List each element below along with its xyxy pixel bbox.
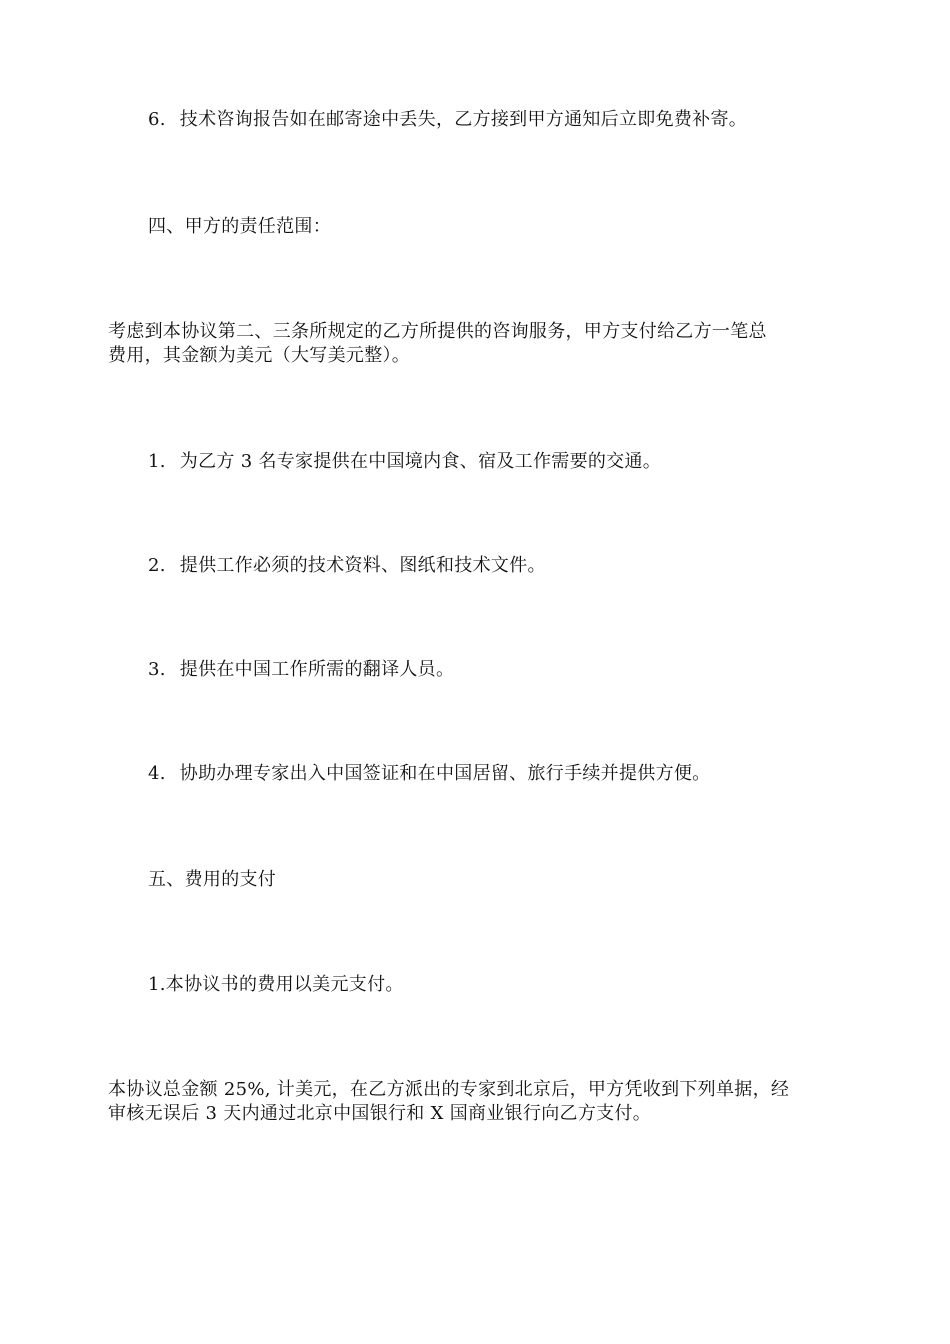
payment-item-1: 1.本协议书的费用以美元支付。 — [148, 974, 404, 995]
list-text: 提供工作必须的技术资料、图纸和技术文件。 — [179, 555, 546, 576]
paragraph-line: 本协议总金额 25%, 计美元，在乙方派出的专家到北京后，甲方凭收到下列单据，经 — [108, 1079, 790, 1100]
list-text: 协助办理专家出入中国签证和在中国居留、旅行手续并提供方便。 — [179, 763, 711, 784]
paragraph-line: 考虑到本协议第二、三条所规定的乙方所提供的咨询服务，甲方支付给乙方一笔总 — [108, 321, 767, 342]
list-text: 提供在中国工作所需的翻译人员。 — [179, 659, 455, 680]
section-heading-4: 四、甲方的责任范围： — [148, 216, 331, 237]
list-number: 2. — [148, 555, 166, 576]
list-number: 6. — [148, 109, 166, 130]
list-text: 技术咨询报告如在邮寄途中丢失，乙方接到甲方通知后立即免费补寄。 — [179, 109, 748, 130]
paragraph-payment — [108, 1078, 853, 1126]
paragraph-fee — [108, 320, 853, 368]
list-item-6 — [148, 108, 747, 132]
paragraph-line: 审核无误后 3 天内通过北京中国银行和 X 国商业银行向乙方支付。 — [108, 1103, 652, 1124]
list-item-2 — [148, 554, 546, 578]
list-number: 3. — [148, 659, 166, 680]
section-heading-5: 五、费用的支付 — [148, 869, 277, 890]
list-item-4 — [148, 762, 710, 786]
list-item-3 — [148, 658, 454, 682]
list-number: 1. — [148, 451, 166, 472]
list-item-1 — [148, 450, 661, 474]
list-number: 4. — [148, 763, 166, 784]
list-text: 为乙方 3 名专家提供在中国境内食、宿及工作需要的交通。 — [179, 451, 662, 472]
paragraph-line: 费用，其金额为美元（大写美元整）。 — [108, 345, 411, 366]
